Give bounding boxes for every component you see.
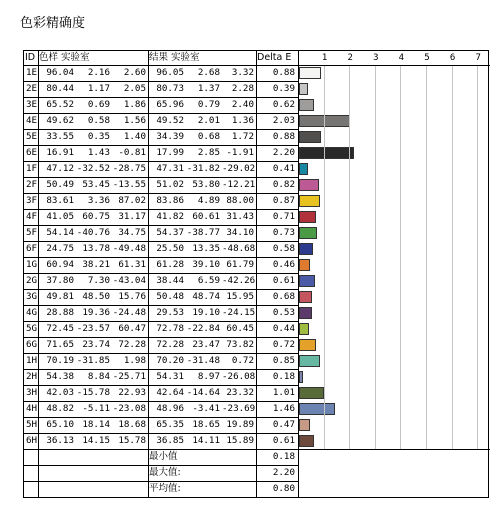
sample-a: 0.35 xyxy=(87,131,110,142)
row-divider xyxy=(24,321,298,322)
row-divider xyxy=(24,385,298,386)
result-b: 60.45 xyxy=(226,323,254,334)
result-l: 48.96 xyxy=(156,403,184,414)
delta-e-value: 1.46 xyxy=(272,403,295,414)
summary-label: 平均值: xyxy=(149,483,181,494)
patch-id: 4F xyxy=(26,211,38,222)
axis-tick-label: 2 xyxy=(347,53,353,63)
id-header: ID xyxy=(25,52,36,63)
delta-e-value: 0.87 xyxy=(272,195,295,206)
sample-l: 37.80 xyxy=(46,275,74,286)
delta-e-value: 0.85 xyxy=(272,355,295,366)
patch-id: 6E xyxy=(26,147,38,158)
result-b: -23.69 xyxy=(222,403,256,414)
sample-a: -15.78 xyxy=(76,387,110,398)
sample-b: 72.28 xyxy=(118,339,146,350)
delta-e-value: 0.39 xyxy=(272,83,295,94)
sample-a: -40.76 xyxy=(76,227,110,238)
sample-l: 24.75 xyxy=(46,243,74,254)
row-divider xyxy=(298,449,490,450)
delta-e-bar xyxy=(299,195,320,207)
sample-b: 1.98 xyxy=(123,355,146,366)
result-l: 96.05 xyxy=(156,67,184,78)
row-divider xyxy=(24,369,298,370)
sample-b: 22.93 xyxy=(118,387,146,398)
patch-id: 6H xyxy=(26,435,38,446)
delta-e-bar xyxy=(299,387,324,399)
sample-l: 65.52 xyxy=(46,99,74,110)
chart-gridline xyxy=(452,65,453,449)
result-a: 6.59 xyxy=(197,275,220,286)
delta-e-value: 0.61 xyxy=(272,275,295,286)
sample-b: -24.48 xyxy=(112,307,146,318)
chart-gridline xyxy=(477,65,478,449)
sample-a: 23.74 xyxy=(82,339,110,350)
result-l: 54.37 xyxy=(156,227,184,238)
sample-a: 38.21 xyxy=(82,259,110,270)
sample-l: 50.49 xyxy=(46,179,74,190)
sample-l: 47.12 xyxy=(46,163,74,174)
patch-id: 4E xyxy=(26,115,38,126)
result-a: 60.61 xyxy=(192,211,220,222)
result-b: 61.79 xyxy=(226,259,254,270)
sample-header: 色样 实验室 xyxy=(39,52,90,63)
result-l: 41.82 xyxy=(156,211,184,222)
delta-e-bar xyxy=(299,99,314,111)
delta-e-value: 0.82 xyxy=(272,179,295,190)
sample-l: 80.44 xyxy=(46,83,74,94)
row-divider xyxy=(24,353,298,354)
result-l: 29.53 xyxy=(156,307,184,318)
result-b: 19.89 xyxy=(226,419,254,430)
row-divider xyxy=(24,289,298,290)
delta-e-value: 0.62 xyxy=(272,99,295,110)
result-l: 42.64 xyxy=(156,387,184,398)
patch-id: 5F xyxy=(26,227,38,238)
delta-e-bar xyxy=(299,131,321,143)
sample-l: 71.65 xyxy=(46,339,74,350)
result-a: -31.82 xyxy=(186,163,220,174)
sample-l: 65.10 xyxy=(46,419,74,430)
result-l: 72.78 xyxy=(156,323,184,334)
row-divider xyxy=(24,401,298,402)
summary-value: 0.80 xyxy=(272,483,295,494)
result-a: 0.79 xyxy=(197,99,220,110)
sample-l: 48.82 xyxy=(46,403,74,414)
row-divider xyxy=(24,273,298,274)
result-a: 18.65 xyxy=(192,419,220,430)
result-b: 0.72 xyxy=(231,355,254,366)
result-l: 47.31 xyxy=(156,163,184,174)
row-divider xyxy=(24,81,298,82)
delta-e-value: 0.47 xyxy=(272,419,295,430)
patch-id: 2F xyxy=(26,179,38,190)
result-l: 51.02 xyxy=(156,179,184,190)
result-l: 83.86 xyxy=(156,195,184,206)
sample-a: 0.58 xyxy=(87,115,110,126)
result-a: 2.68 xyxy=(197,67,220,78)
chart-gridline xyxy=(324,65,325,449)
chart-gridline xyxy=(400,65,401,449)
sample-a: 3.36 xyxy=(87,195,110,206)
result-a: -14.64 xyxy=(186,387,220,398)
result-a: 19.10 xyxy=(192,307,220,318)
sample-a: 8.84 xyxy=(87,371,110,382)
result-l: 49.52 xyxy=(156,115,184,126)
result-a: 23.47 xyxy=(192,339,220,350)
delta-e-value: 0.46 xyxy=(272,259,295,270)
patch-id: 4G xyxy=(26,307,38,318)
row-divider xyxy=(24,97,298,98)
sample-b: -13.55 xyxy=(112,179,146,190)
row-divider xyxy=(24,161,298,162)
sample-a: 18.14 xyxy=(82,419,110,430)
sample-l: 60.94 xyxy=(46,259,74,270)
delta-e-bar xyxy=(299,179,319,191)
summary-value: 2.20 xyxy=(272,467,295,478)
delta-e-bar xyxy=(299,307,312,319)
sample-b: 87.02 xyxy=(118,195,146,206)
column-divider xyxy=(148,51,149,497)
result-b: -12.21 xyxy=(222,179,256,190)
delta-e-value: 0.68 xyxy=(272,291,295,302)
result-l: 25.50 xyxy=(156,243,184,254)
chart-gridline xyxy=(426,65,427,449)
column-divider xyxy=(38,51,39,497)
row-divider xyxy=(24,433,298,434)
sample-a: 13.78 xyxy=(82,243,110,254)
result-header: 结果 实验室 xyxy=(149,52,200,63)
patch-id: 3G xyxy=(26,291,38,302)
sample-l: 54.14 xyxy=(46,227,74,238)
patch-id: 2E xyxy=(26,83,38,94)
sample-l: 28.88 xyxy=(46,307,74,318)
patch-id: 3H xyxy=(26,387,38,398)
sample-b: 15.78 xyxy=(118,435,146,446)
result-b: 3.32 xyxy=(231,67,254,78)
sample-a: 1.43 xyxy=(87,147,110,158)
result-l: 70.20 xyxy=(156,355,184,366)
delta-e-value: 2.20 xyxy=(272,147,295,158)
delta-e-value: 0.73 xyxy=(272,227,295,238)
delta-e-bar xyxy=(299,403,335,415)
row-divider xyxy=(24,481,298,482)
result-a: 2.85 xyxy=(197,147,220,158)
result-a: 14.11 xyxy=(192,435,220,446)
result-b: 1.36 xyxy=(231,115,254,126)
sample-a: -23.57 xyxy=(76,323,110,334)
result-a: 0.68 xyxy=(197,131,220,142)
sample-b: 1.40 xyxy=(123,131,146,142)
result-a: 53.80 xyxy=(192,179,220,190)
patch-id: 1H xyxy=(26,355,38,366)
delta-e-value: 0.41 xyxy=(272,163,295,174)
delta-e-bar xyxy=(299,259,310,271)
delta-e-bar xyxy=(299,83,308,95)
row-divider xyxy=(24,337,298,338)
sample-a: -5.11 xyxy=(82,403,110,414)
sample-l: 36.13 xyxy=(46,435,74,446)
patch-id: 4H xyxy=(26,403,38,414)
patch-id: 3E xyxy=(26,99,38,110)
sample-b: 2.60 xyxy=(123,67,146,78)
sample-l: 96.04 xyxy=(46,67,74,78)
result-b: 2.28 xyxy=(231,83,254,94)
result-a: -38.77 xyxy=(186,227,220,238)
row-divider xyxy=(24,193,298,194)
column-divider xyxy=(298,51,299,497)
result-b: -29.02 xyxy=(222,163,256,174)
sample-a: 1.17 xyxy=(87,83,110,94)
result-l: 72.28 xyxy=(156,339,184,350)
row-divider xyxy=(24,177,298,178)
delta-e-value: 1.01 xyxy=(272,387,295,398)
delta-e-value: 0.44 xyxy=(272,323,295,334)
sample-l: 83.61 xyxy=(46,195,74,206)
result-b: -24.15 xyxy=(222,307,256,318)
result-a: 1.37 xyxy=(197,83,220,94)
result-b: -48.68 xyxy=(222,243,256,254)
patch-id: 6F xyxy=(26,243,38,254)
sample-b: 34.75 xyxy=(118,227,146,238)
sample-l: 70.19 xyxy=(46,355,74,366)
sample-l: 49.62 xyxy=(46,115,74,126)
sample-l: 72.45 xyxy=(46,323,74,334)
result-b: 15.89 xyxy=(226,435,254,446)
result-a: 39.10 xyxy=(192,259,220,270)
result-l: 61.28 xyxy=(156,259,184,270)
result-b: 1.72 xyxy=(231,131,254,142)
delta-e-value: 0.88 xyxy=(272,67,295,78)
row-divider xyxy=(24,113,298,114)
delta-e-bar xyxy=(299,339,316,351)
row-divider xyxy=(24,257,298,258)
sample-a: 60.75 xyxy=(82,211,110,222)
chart-gridline xyxy=(349,65,350,449)
patch-id: 5E xyxy=(26,131,38,142)
result-b: 34.10 xyxy=(226,227,254,238)
result-l: 50.48 xyxy=(156,291,184,302)
patch-id: 3F xyxy=(26,195,38,206)
delta-e-value: 0.72 xyxy=(272,339,295,350)
axis-tick-label: 6 xyxy=(449,53,456,63)
patch-id: 1E xyxy=(26,67,38,78)
result-l: 34.39 xyxy=(156,131,184,142)
sample-b: -23.08 xyxy=(112,403,146,414)
result-a: -3.41 xyxy=(192,403,220,414)
delta-e-value: 0.88 xyxy=(272,131,295,142)
delta-e-value: 0.53 xyxy=(272,307,295,318)
result-b: -26.08 xyxy=(222,371,256,382)
sample-a: 2.16 xyxy=(87,67,110,78)
axis-tick-label: 1 xyxy=(321,53,328,63)
result-b: 15.95 xyxy=(226,291,254,302)
result-a: 2.01 xyxy=(197,115,220,126)
patch-id: 6G xyxy=(26,339,38,350)
sample-a: -31.85 xyxy=(76,355,110,366)
patch-id: 5G xyxy=(26,323,38,334)
delta-e-bar xyxy=(299,323,309,335)
sample-b: 18.68 xyxy=(118,419,146,430)
result-l: 38.44 xyxy=(156,275,184,286)
axis-tick-label: 5 xyxy=(424,53,430,63)
column-divider xyxy=(256,51,257,497)
sample-b: -49.48 xyxy=(112,243,146,254)
delta-e-value: 2.03 xyxy=(272,115,295,126)
sample-b: 1.86 xyxy=(123,99,146,110)
delta-e-bar xyxy=(299,355,320,367)
row-divider xyxy=(24,225,298,226)
result-l: 36.85 xyxy=(156,435,184,446)
delta-e-bar xyxy=(299,243,313,255)
axis-tick-label: 4 xyxy=(398,53,405,63)
summary-label: 最小值 xyxy=(149,451,178,462)
sample-a: -32.52 xyxy=(76,163,110,174)
row-divider xyxy=(24,417,298,418)
delta-e-bar xyxy=(299,291,312,303)
sample-b: 31.17 xyxy=(118,211,146,222)
sample-b: 2.05 xyxy=(123,83,146,94)
axis-tick-label: 7 xyxy=(475,53,481,63)
summary-label: 最大值: xyxy=(149,467,181,478)
result-l: 17.99 xyxy=(156,147,184,158)
sample-l: 33.55 xyxy=(46,131,74,142)
result-a: -22.84 xyxy=(186,323,220,334)
row-divider xyxy=(24,209,298,210)
delta-e-bar xyxy=(299,211,316,223)
row-divider xyxy=(24,241,298,242)
sample-l: 16.91 xyxy=(46,147,74,158)
delta-e-bar xyxy=(299,67,321,79)
result-a: 13.35 xyxy=(192,243,220,254)
delta-e-bar xyxy=(299,163,308,175)
row-divider xyxy=(24,449,298,450)
result-a: 4.89 xyxy=(197,195,220,206)
delta-e-bar xyxy=(299,435,314,447)
result-a: 48.74 xyxy=(192,291,220,302)
result-l: 65.96 xyxy=(156,99,184,110)
patch-id: 1G xyxy=(26,259,38,270)
sample-b: -28.75 xyxy=(112,163,146,174)
sample-b: 1.56 xyxy=(123,115,146,126)
sample-l: 54.38 xyxy=(46,371,74,382)
result-l: 54.31 xyxy=(156,371,184,382)
sample-b: -43.04 xyxy=(112,275,146,286)
sample-b: 61.31 xyxy=(118,259,146,270)
sample-a: 0.69 xyxy=(87,99,110,110)
result-a: 8.97 xyxy=(197,371,220,382)
row-divider xyxy=(24,129,298,130)
delta-e-bar xyxy=(299,275,315,287)
summary-value: 0.18 xyxy=(272,451,295,462)
delta-e-bar xyxy=(299,371,303,383)
sample-a: 7.30 xyxy=(87,275,110,286)
delta-e-value: 0.71 xyxy=(272,211,295,222)
result-b: -42.26 xyxy=(222,275,256,286)
patch-id: 2H xyxy=(26,371,38,382)
sample-b: -0.81 xyxy=(118,147,146,158)
sample-b: 15.76 xyxy=(118,291,146,302)
delta-e-bar xyxy=(299,147,354,159)
delta-e-value: 0.61 xyxy=(272,435,295,446)
result-b: -1.91 xyxy=(226,147,254,158)
sample-a: 53.45 xyxy=(82,179,110,190)
patch-id: 2G xyxy=(26,275,38,286)
axis-tick-label: 3 xyxy=(373,53,379,63)
delta-header: Delta E xyxy=(257,52,292,63)
sample-l: 49.81 xyxy=(46,291,74,302)
result-l: 80.73 xyxy=(156,83,184,94)
sample-b: 60.47 xyxy=(118,323,146,334)
result-b: 88.00 xyxy=(226,195,254,206)
row-divider xyxy=(24,465,298,466)
result-l: 65.35 xyxy=(156,419,184,430)
sample-a: 48.50 xyxy=(82,291,110,302)
result-b: 2.40 xyxy=(231,99,254,110)
result-a: -31.48 xyxy=(186,355,220,366)
patch-id: 1F xyxy=(26,163,38,174)
page-title: 色彩精确度 xyxy=(20,16,86,31)
delta-e-bar xyxy=(299,419,310,431)
delta-e-bar xyxy=(299,227,317,239)
row-divider xyxy=(24,145,298,146)
result-b: 31.43 xyxy=(226,211,254,222)
color-accuracy-table xyxy=(23,50,489,498)
delta-e-value: 0.18 xyxy=(272,371,295,382)
sample-l: 42.03 xyxy=(46,387,74,398)
row-divider xyxy=(24,65,490,66)
patch-id: 5H xyxy=(26,419,38,430)
result-b: 23.32 xyxy=(226,387,254,398)
sample-b: -25.71 xyxy=(112,371,146,382)
sample-a: 19.36 xyxy=(82,307,110,318)
chart-gridline xyxy=(375,65,376,449)
delta-e-value: 0.58 xyxy=(272,243,295,254)
sample-l: 41.05 xyxy=(46,211,74,222)
result-b: 73.82 xyxy=(226,339,254,350)
sample-a: 14.15 xyxy=(82,435,110,446)
row-divider xyxy=(24,305,298,306)
